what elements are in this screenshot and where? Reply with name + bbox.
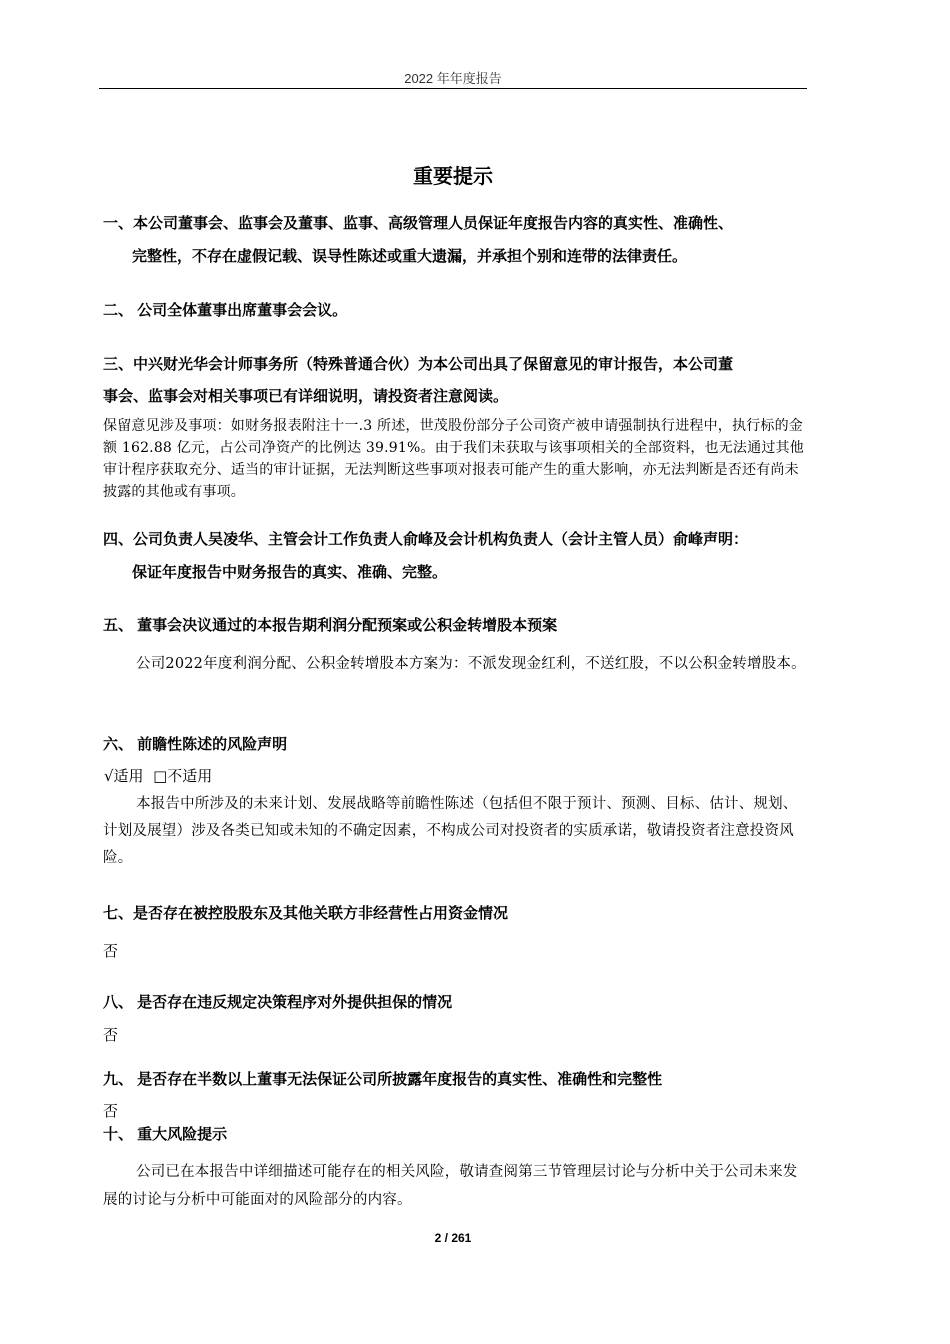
- item-5-body: 公司2022年度利润分配、公积金转增股本方案为：不派发现金红利，不送红股，不以公积金转增股本。: [136, 656, 806, 672]
- item-8-heading: 八、 是否存在违反规定决策程序对外提供担保的情况: [103, 994, 453, 1011]
- item-4-line-2: 保证年度报告中财务报告的真实、准确、完整。: [132, 564, 448, 581]
- page-title: 重要提示: [413, 166, 493, 188]
- item-1-line-2: 完整性，不存在虚假记载、误导性陈述或重大遗漏，并承担个别和连带的法律责任。: [132, 248, 688, 265]
- item-3-body: 保留意见涉及事项：如财务报表附注十一.3 所述，世茂股份部分子公司资产被申请强制执行进程中，执行标的金额 162.88 亿元，占公司净资产的比例达 39.91%。由于我们未获取与该事项相关的全部资料，也无法通过其他审计程序获取充分、适当的审计证据，无法判断这些事项对报表可能产生的重大影响，亦无法判断是否还有尚未披露的其他或有事项。: [103, 418, 804, 500]
- page-number: 2 / 261: [434, 1231, 472, 1245]
- item-4-line-1: 四、公司负责人吴凌华、主管会计工作负责人俞峰及会计机构负责人（会计主管人员）俞峰声明：: [103, 531, 749, 548]
- item-1-line-1: 一、本公司董事会、监事会及董事、监事、高级管理人员保证年度报告内容的真实性、准确性、: [103, 215, 734, 232]
- header-divider: [99, 88, 807, 89]
- item-9-heading: 九、 是否存在半数以上董事无法保证公司所披露年度报告的真实性、准确性和完整性: [103, 1071, 663, 1088]
- not-applicable-option: □不适用: [153, 767, 213, 785]
- item-2-line-1: 二、 公司全体董事出席董事会会议。: [103, 302, 348, 319]
- item-5-heading: 五、 董事会决议通过的本报告期利润分配预案或公积金转增股本预案: [103, 617, 558, 634]
- item-6-heading: 六、 前瞻性陈述的风险声明: [103, 736, 288, 753]
- item-6-body: 本报告中所涉及的未来计划、发展战略等前瞻性陈述（包括但不限于预计、预测、目标、估计、规划、计划及展望）涉及各类已知或未知的不确定因素，不构成公司对投资者的实质承诺，敬请投资者注意投资风险。: [103, 796, 798, 866]
- item-9-answer: 否: [103, 1102, 119, 1120]
- item-7-heading: 七、是否存在被控股股东及其他关联方非经营性占用资金情况: [103, 905, 509, 922]
- item-3-line-2: 事会、监事会对相关事项已有详细说明，请投资者注意阅读。: [103, 388, 509, 405]
- item-7-answer: 否: [103, 942, 119, 960]
- applicable-options: [104, 765, 809, 786]
- item-10-body: 公司已在本报告中详细描述可能存在的相关风险，敬请查阅第三节管理层讨论与分析中关于公司未来发展的讨论与分析中可能面对的风险部分的内容。: [103, 1164, 798, 1208]
- page-header: 2022 年年度报告: [404, 71, 502, 86]
- item-3-line-1: 三、中兴财光华会计师事务所（特殊普通合伙）为本公司出具了保留意见的审计报告，本公司董: [103, 356, 734, 373]
- applicable-option: √适用: [104, 767, 144, 785]
- item-8-answer: 否: [103, 1026, 119, 1044]
- item-10-heading: 十、 重大风险提示: [103, 1126, 228, 1143]
